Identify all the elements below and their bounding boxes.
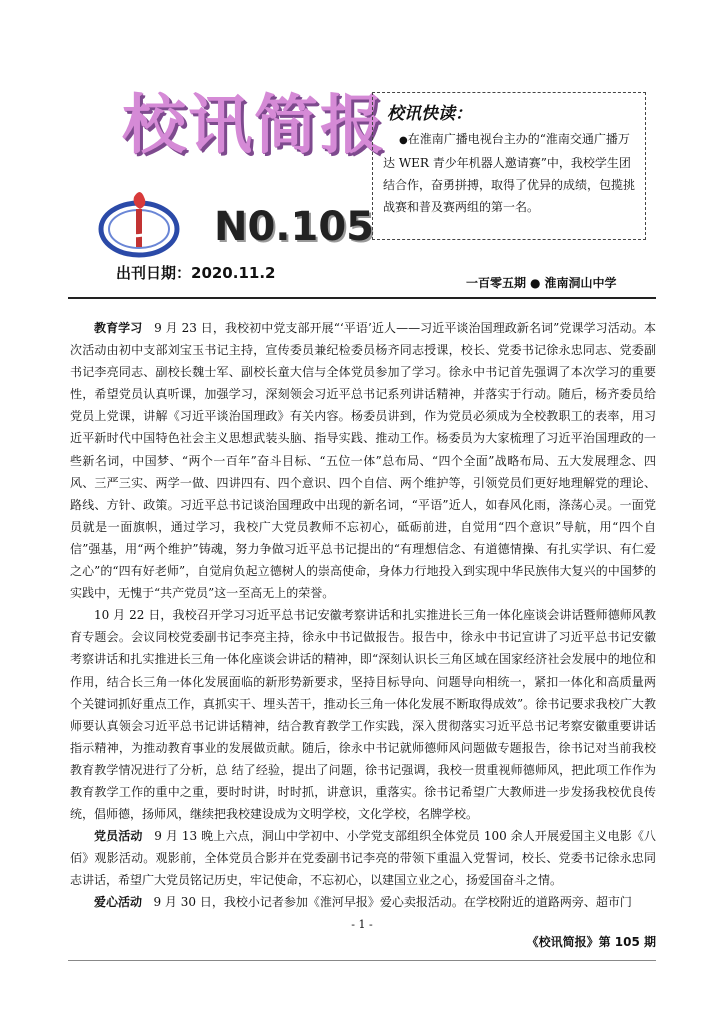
issue-number: N0.105: [214, 204, 374, 250]
article-paragraph: 教育学习 9 月 23 日，我校初中党支部开展“‘平语’近人——习近平谈治国理政新名词”党课学习活动。本次活动由初中支部刘宝玉书记主持，宣传委员兼纪检委员杨齐同志授课，校长、党委书记徐永忠同志、党委副书记李亮同志、副校长魏士军、副校长童大信与全体党员参加了学习。徐永中书记首先强调了本次学习的重要性，希望党员认真听课，加强学习，深刻领会习近平总书记系列讲话精神，并落实于行动。随后，杨齐委员给党员上党课，讲解《习近平谈治国理政》有关内容。杨委员讲到，作为党员必须成为全校教职工的表率，用习近平新时代中国特色社会主义思想武装头脑、指导实践、推动工作。杨委员为大家梳理了习近平治国理政的一些新名词，中国梦、“两个一百年”奋斗目标、“五位一体”总布局、“四个全面”战略布局、五大发展理念、四风、三严三实、两学一做、四讲四有、四个意识、四个自信、两个维护等，引领党员们更好地理解党的理论、路线、方针、政策。习近平总书记谈治国理政中出现的新名词，“平语”近人，如春风化雨，涤荡心灵。一面党员就是一面旗帜，通过学习，我校广大党员教师不忘初心，砥砺前进，自觉用“四个意识”导航，用“四个自信”强基，用“两个维护”铸魂，努力争做习近平总书记提出的“有理想信念、有道德情操、有扎实学识、有仁爱之心”的“四有好老师”，自觉肩负起立德树人的崇高使命，身体力行地投入到实现中华民族伟大复兴的中国梦的实践中，无愧于“共产党员”这一至高无上的荣誉。: [70, 321, 656, 601]
article-body: [70, 317, 656, 914]
footer-issue-label: 《校讯简报》第 105 期: [526, 935, 656, 949]
article-paragraph: 党员活动 9 月 13 晚上六点，洞山中学初中、小学党支部组织全体党员 100 余人开展爱国主义电影《八佰》观影活动。观影前，全体党员合影并在党委副书记李亮的带领下重温入党誓词，校长、党委书记徐永忠同志讲话，希望广大党员铭记历史，牢记使命，不忘初心，以建国立业之心，扬爱国奋斗之情。: [70, 829, 656, 888]
quick-news-text: ●在淮南广播电视台主办的“淮南交通广播万达 WER 青少年机器人邀请赛”中，我校学生团结合作，奋勇拼搏，取得了优异的成绩，包揽挑战赛和普及赛两组的第一名。: [383, 132, 636, 214]
issue-label: 一百零五期: [466, 276, 527, 290]
article-keyword: 爱心活动: [94, 895, 143, 910]
quick-news-title: 校讯快读：: [387, 104, 472, 124]
article-paragraph: 10 月 22 日，我校召开学习习近平总书记安徽考察讲话和扎实推进长三角一体化座谈会讲话暨师德师风教育专题会。会议同校党委副书记李亮主持，徐永中书记做报告。报告中，徐永中书记宣讲了习近平总书记安徽考察讲话和扎实推进长三角一体化座谈会讲话的精神，即“深刻认识长三角区域在国家经济社会发展中的地位和作用，结合长三角一体化发展面临的新形势新要求，坚持目标导向、问题导向相统一，紧扣一体化和高质量两个关键词抓好重点工作，真抓实干、埋头苦干，推动长三角一体化发展不断取得成效”。徐书记要求我校广大教师要认真领会习近平总书记讲话精神，结合教育教学工作实践，深入贯彻落实习近平总书记考察安徽重要讲话指示精神，为推动教育事业的发展做贡献。随后，徐永中书记就师德师风问题做专题报告，徐书记对当前我校教育教学情况进行了分析，总 结了经验，提出了问题，徐书记强调，我校一贯重视师德师风，把此项工作作为教育教学工作的重中之重，要时时讲，时时抓，讲意识，重落实。徐书记希望广大教师进一步发扬我校优良传统，倡师德，扬师风，继续把我校建设成为文明学校，文化学校，名牌学校。: [70, 608, 656, 822]
school-torch-logo-icon: [96, 187, 182, 259]
article-keyword: 党员活动: [94, 829, 143, 844]
quick-news-box: [372, 92, 646, 240]
bullet-icon: ●: [530, 276, 541, 290]
header-divider: [68, 297, 656, 299]
page-number: - 1 -: [351, 918, 373, 931]
issue-meta: [466, 274, 617, 291]
school-name: 淮南洞山中学: [544, 276, 617, 290]
article-paragraph: 爱心活动 9 月 30 日，我校小记者参加《淮河早报》爱心卖报活动。在学校附近的道路两旁、超市门: [94, 895, 632, 910]
article-keyword: 教育学习: [94, 321, 143, 335]
newsletter-title: 校讯简报: [122, 89, 386, 163]
footer-divider: [68, 960, 656, 961]
publication-date: 出刊日期：2020.11.2: [116, 264, 276, 282]
bullet-icon: ●: [399, 135, 408, 146]
